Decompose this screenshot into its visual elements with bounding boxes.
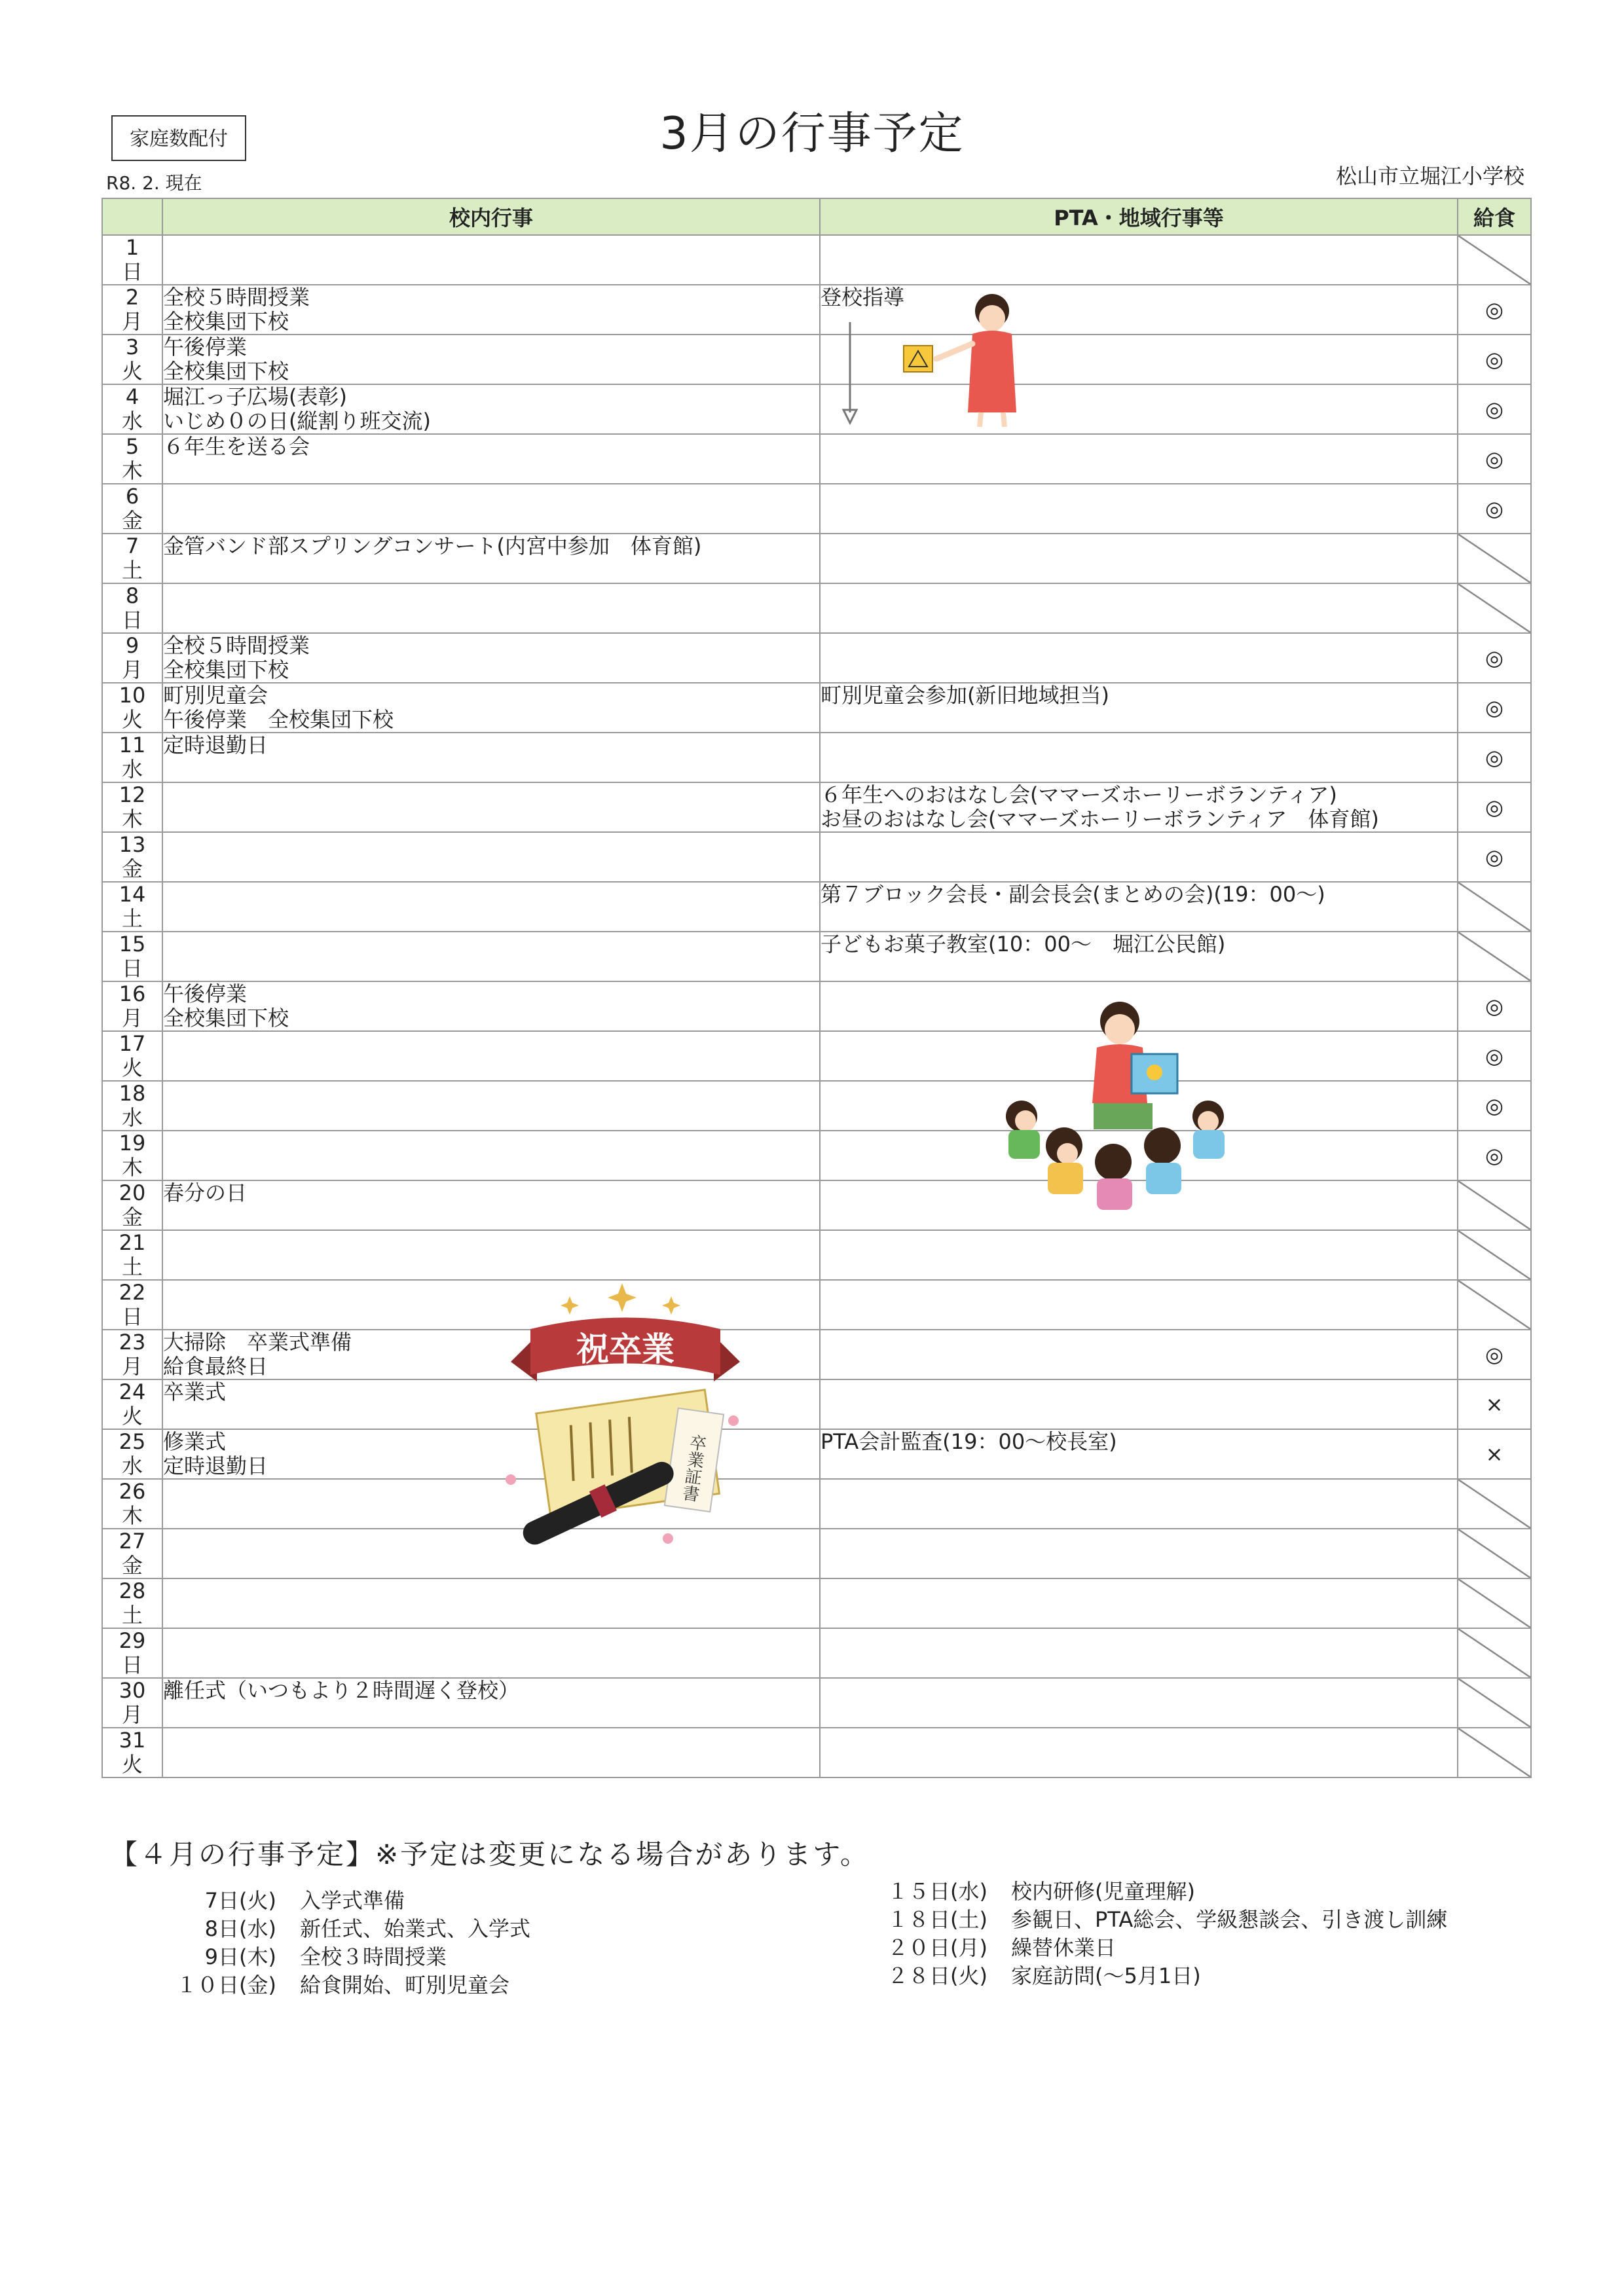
school-event-cell: 全校５時間授業 全校集団下校	[162, 285, 820, 335]
april-event-date: 8日(水)	[204, 1916, 276, 1941]
lunch-cell: ◎	[1458, 1131, 1531, 1180]
weekday: 土	[121, 558, 143, 583]
school-event-cell	[162, 1230, 820, 1280]
day-cell	[102, 683, 162, 733]
day-number: 29	[119, 1628, 146, 1653]
day-number: 19	[119, 1131, 146, 1156]
as-of-date: R8. 2. 現在	[106, 172, 202, 194]
school-event-cell	[162, 882, 820, 932]
weekday: 月	[121, 309, 143, 334]
table-row	[102, 285, 1531, 335]
weekday: 木	[121, 458, 143, 483]
table-row	[102, 832, 1531, 882]
weekday: 日	[121, 956, 143, 981]
weekday: 日	[121, 1652, 143, 1677]
weekday: 木	[121, 807, 143, 831]
school-event-cell	[162, 1628, 820, 1678]
lunch-cell: ×	[1458, 1379, 1531, 1429]
day-number: 21	[119, 1230, 146, 1255]
lunch-cell: ◎	[1458, 1081, 1531, 1131]
day-cell	[102, 1429, 162, 1479]
weekday: 金	[121, 1205, 143, 1230]
pta-event-cell	[820, 1529, 1458, 1578]
day-number: 6	[125, 484, 139, 509]
table-row	[102, 583, 1531, 633]
table-row	[102, 1429, 1531, 1479]
table-row	[102, 235, 1531, 285]
graduation-banner-text: 祝卒業	[576, 1330, 674, 1368]
day-number: 28	[119, 1578, 146, 1603]
weekday: 金	[121, 856, 143, 881]
pta-event-cell: 登校指導	[820, 285, 1458, 335]
weekday: 日	[121, 1304, 143, 1329]
weekday: 金	[121, 508, 143, 533]
table-row	[102, 1031, 1531, 1081]
day-cell	[102, 384, 162, 434]
day-cell	[102, 1180, 162, 1230]
table-row	[102, 1330, 1531, 1379]
crossing-guard-illustration	[832, 288, 1028, 432]
table-row	[102, 1628, 1531, 1678]
table-row	[102, 1131, 1531, 1180]
pta-event-cell	[820, 484, 1458, 534]
school-event-cell: 全校５時間授業 全校集団下校	[162, 633, 820, 683]
pta-event-cell	[820, 434, 1458, 484]
april-event	[172, 1912, 530, 1942]
school-event-cell	[162, 932, 820, 981]
weekday: 日	[121, 259, 143, 284]
table-row	[102, 1479, 1531, 1529]
pta-event-cell	[820, 733, 1458, 782]
table-row	[102, 782, 1531, 832]
day-cell	[102, 1628, 162, 1678]
day-number: 14	[119, 882, 146, 907]
lunch-cell	[1458, 534, 1531, 583]
weekday: 木	[121, 1503, 143, 1528]
day-number: 13	[119, 832, 146, 857]
day-number: 31	[119, 1728, 146, 1753]
lunch-cell: ◎	[1458, 384, 1531, 434]
day-cell	[102, 1280, 162, 1330]
day-number: 23	[119, 1330, 146, 1355]
april-event	[172, 1884, 405, 1914]
school-event-cell	[162, 484, 820, 534]
pta-event-cell	[820, 1578, 1458, 1628]
school-event-cell	[162, 1131, 820, 1180]
school-event-cell: 修業式 定時退勤日	[162, 1429, 820, 1479]
table-row	[102, 633, 1531, 683]
april-event	[883, 1903, 1447, 1933]
school-event-cell	[162, 832, 820, 882]
lunch-cell	[1458, 1728, 1531, 1777]
table-row	[102, 1280, 1531, 1330]
pta-event-cell	[820, 1230, 1458, 1280]
april-event	[883, 1931, 1116, 1961]
weekday: 土	[121, 1603, 143, 1628]
lunch-cell	[1458, 1180, 1531, 1230]
april-event-date: １５日(水)	[887, 1879, 987, 1904]
day-number: 4	[125, 384, 139, 409]
day-cell	[102, 932, 162, 981]
april-event-name: 家庭訪問(～5月1日)	[1011, 1963, 1201, 1988]
april-schedule-heading: 【４月の行事予定】※予定は変更になる場合があります。	[110, 1838, 870, 1870]
graduation-illustration	[498, 1283, 753, 1558]
april-event	[172, 1941, 447, 1971]
day-number: 11	[119, 733, 146, 757]
school-event-cell: 午後停業 全校集団下校	[162, 335, 820, 384]
weekday: 月	[121, 1354, 143, 1379]
school-event-cell	[162, 1031, 820, 1081]
day-cell	[102, 484, 162, 534]
day-cell	[102, 583, 162, 633]
weekday: 火	[121, 707, 143, 732]
weekday: 火	[121, 1752, 143, 1777]
day-number: 3	[125, 335, 139, 359]
certificate-text: 卒業証書	[678, 1432, 708, 1503]
day-cell	[102, 1678, 162, 1728]
day-cell	[102, 1529, 162, 1578]
school-event-cell: 大掃除 卒業式準備 給食最終日	[162, 1330, 820, 1379]
pta-event-cell: 子どもお菓子教室(10：00～ 堀江公民館)	[820, 932, 1458, 981]
school-event-cell	[162, 235, 820, 285]
school-event-cell: 金管バンド部スプリングコンサート(内宮中参加 体育館)	[162, 534, 820, 583]
lunch-cell: ◎	[1458, 285, 1531, 335]
pta-event-cell	[820, 235, 1458, 285]
day-number: 27	[119, 1529, 146, 1554]
lunch-cell	[1458, 1529, 1531, 1578]
april-event-name: 全校３時間授業	[300, 1944, 447, 1969]
table-row	[102, 484, 1531, 534]
pta-event-cell: PTA会計監査(19：00～校長室)	[820, 1429, 1458, 1479]
pta-events-header: PTA・地域行事等	[820, 198, 1458, 235]
lunch-cell: ◎	[1458, 1330, 1531, 1379]
pta-event-cell	[820, 1379, 1458, 1429]
table-row	[102, 384, 1531, 434]
table-row	[102, 1678, 1531, 1728]
day-cell	[102, 882, 162, 932]
april-event	[883, 1875, 1195, 1905]
lunch-cell	[1458, 882, 1531, 932]
school-event-cell	[162, 583, 820, 633]
lunch-cell	[1458, 1578, 1531, 1628]
day-cell	[102, 335, 162, 384]
weekday: 水	[121, 1105, 143, 1130]
day-cell	[102, 1578, 162, 1628]
lunch-cell	[1458, 583, 1531, 633]
table-row	[102, 1529, 1531, 1578]
table-row	[102, 932, 1531, 981]
weekday: 土	[121, 906, 143, 931]
school-event-cell	[162, 782, 820, 832]
lunch-cell: ◎	[1458, 733, 1531, 782]
lunch-cell: ◎	[1458, 683, 1531, 733]
day-number: 8	[125, 583, 139, 608]
pta-event-cell	[820, 1330, 1458, 1379]
pta-event-cell	[820, 1678, 1458, 1728]
lunch-cell	[1458, 1280, 1531, 1330]
weekday: 火	[121, 1404, 143, 1429]
distribution-badge: 家庭数配付	[111, 115, 246, 161]
pta-event-cell: 町別児童会参加(新旧地域担当)	[820, 683, 1458, 733]
weekday: 月	[121, 1702, 143, 1727]
day-number: 1	[125, 235, 139, 260]
day-number: 9	[125, 633, 139, 658]
weekday: 月	[121, 657, 143, 682]
pta-event-cell	[820, 832, 1458, 882]
lunch-cell: ◎	[1458, 633, 1531, 683]
pta-event-cell: ６年生へのおはなし会(ママーズホーリーボランティア) お昼のおはなし会(ママーズホーリーボランティア 体育館)	[820, 782, 1458, 832]
day-number: 25	[119, 1429, 146, 1454]
day-cell	[102, 235, 162, 285]
school-event-cell: 午後停業 全校集団下校	[162, 981, 820, 1031]
april-event-date: ２８日(火)	[887, 1963, 987, 1988]
lunch-cell	[1458, 1479, 1531, 1529]
table-row	[102, 434, 1531, 484]
pta-event-cell	[820, 534, 1458, 583]
lunch-cell	[1458, 1230, 1531, 1280]
school-event-cell	[162, 1728, 820, 1777]
storytelling-illustration	[995, 995, 1251, 1218]
table-row	[102, 1728, 1531, 1777]
march-schedule-table	[101, 198, 1532, 1778]
lunch-cell: ◎	[1458, 1031, 1531, 1081]
table-row	[102, 683, 1531, 733]
weekday: 木	[121, 1155, 143, 1180]
day-number: 16	[119, 981, 146, 1006]
april-event-date: ２０日(月)	[887, 1935, 987, 1960]
weekday: 月	[121, 1006, 143, 1030]
table-row	[102, 981, 1531, 1031]
april-event-name: 新任式、始業式、入学式	[300, 1916, 531, 1941]
day-number: 2	[125, 285, 139, 310]
weekday: 水	[121, 409, 143, 433]
weekday: 水	[121, 757, 143, 782]
table-row	[102, 1180, 1531, 1230]
day-cell	[102, 434, 162, 484]
lunch-cell: ◎	[1458, 335, 1531, 384]
table-row	[102, 534, 1531, 583]
weekday: 土	[121, 1254, 143, 1279]
school-event-cell: 定時退勤日	[162, 733, 820, 782]
pta-event-cell	[820, 1479, 1458, 1529]
day-number: 10	[119, 683, 146, 708]
school-event-cell	[162, 1578, 820, 1628]
april-event	[883, 1959, 1201, 1990]
day-cell	[102, 733, 162, 782]
school-event-cell: 卒業式	[162, 1379, 820, 1429]
day-cell	[102, 534, 162, 583]
pta-event-cell	[820, 633, 1458, 683]
day-cell	[102, 832, 162, 882]
table-row	[102, 335, 1531, 384]
day-number: 18	[119, 1081, 146, 1106]
lunch-cell: ◎	[1458, 484, 1531, 534]
lunch-cell: ◎	[1458, 434, 1531, 484]
lunch-cell	[1458, 932, 1531, 981]
day-cell	[102, 1230, 162, 1280]
pta-event-cell	[820, 583, 1458, 633]
day-cell	[102, 1330, 162, 1379]
april-event-name: 給食開始、町別児童会	[300, 1973, 510, 1997]
day-cell	[102, 981, 162, 1031]
april-event-name: 校内研修(児童理解)	[1011, 1879, 1195, 1904]
april-event-name: 参観日、PTA総会、学級懇談会、引き渡し訓練	[1011, 1907, 1448, 1932]
pta-event-cell	[820, 1280, 1458, 1330]
lunch-cell: ◎	[1458, 832, 1531, 882]
table-row	[102, 1379, 1531, 1429]
day-number: 30	[119, 1678, 146, 1703]
lunch-cell: ◎	[1458, 981, 1531, 1031]
school-event-cell: 春分の日	[162, 1180, 820, 1230]
weekday: 金	[121, 1553, 143, 1578]
school-events-header: 校内行事	[162, 198, 820, 235]
day-number: 26	[119, 1479, 146, 1504]
table-row	[102, 733, 1531, 782]
april-event	[172, 1969, 509, 1999]
day-number: 15	[119, 932, 146, 957]
table-row	[102, 1578, 1531, 1628]
table-row	[102, 1081, 1531, 1131]
day-column-header	[102, 198, 162, 235]
april-event-date: １０日(金)	[176, 1973, 276, 1997]
day-number: 24	[119, 1379, 146, 1404]
weekday: 火	[121, 359, 143, 384]
april-event-date: 7日(火)	[204, 1888, 276, 1913]
day-number: 5	[125, 434, 139, 459]
day-cell	[102, 1728, 162, 1777]
lunch-cell: ×	[1458, 1429, 1531, 1479]
school-event-cell: 堀江っ子広場(表彰) いじめ０の日(縦割り班交流)	[162, 384, 820, 434]
table-header-row	[102, 198, 1531, 235]
april-event-date: １８日(土)	[887, 1907, 987, 1932]
april-event-date: 9日(木)	[204, 1944, 276, 1969]
day-number: 17	[119, 1031, 146, 1056]
day-number: 20	[119, 1180, 146, 1205]
table-row	[102, 1230, 1531, 1280]
school-event-cell	[162, 1081, 820, 1131]
weekday: 火	[121, 1055, 143, 1080]
school-name: 松山市立堀江小学校	[1335, 164, 1524, 189]
school-event-cell: 町別児童会 午後停業 全校集団下校	[162, 683, 820, 733]
lunch-cell	[1458, 1628, 1531, 1678]
lunch-cell	[1458, 235, 1531, 285]
lunch-cell	[1458, 1678, 1531, 1728]
day-cell	[102, 1379, 162, 1429]
pta-event-cell	[820, 1628, 1458, 1678]
april-event-name: 入学式準備	[300, 1888, 405, 1913]
day-number: 7	[125, 534, 139, 558]
day-cell	[102, 1131, 162, 1180]
school-event-cell: 離任式（いつもより２時間遅く登校）	[162, 1678, 820, 1728]
day-number: 22	[119, 1280, 146, 1305]
pta-event-cell: 第７ブロック会長・副会長会(まとめの会)(19：00～)	[820, 882, 1458, 932]
lunch-cell: ◎	[1458, 782, 1531, 832]
day-number: 12	[119, 782, 146, 807]
day-cell	[102, 1479, 162, 1529]
day-cell	[102, 1081, 162, 1131]
day-cell	[102, 633, 162, 683]
page-title: 3月の行事予定	[659, 108, 965, 160]
school-event-cell: ６年生を送る会	[162, 434, 820, 484]
lunch-header: 給食	[1458, 198, 1531, 235]
pta-event-cell	[820, 1728, 1458, 1777]
weekday: 日	[121, 608, 143, 632]
day-cell	[102, 782, 162, 832]
weekday: 水	[121, 1453, 143, 1478]
day-cell	[102, 285, 162, 335]
april-event-name: 繰替休業日	[1011, 1935, 1116, 1960]
day-cell	[102, 1031, 162, 1081]
table-row	[102, 882, 1531, 932]
